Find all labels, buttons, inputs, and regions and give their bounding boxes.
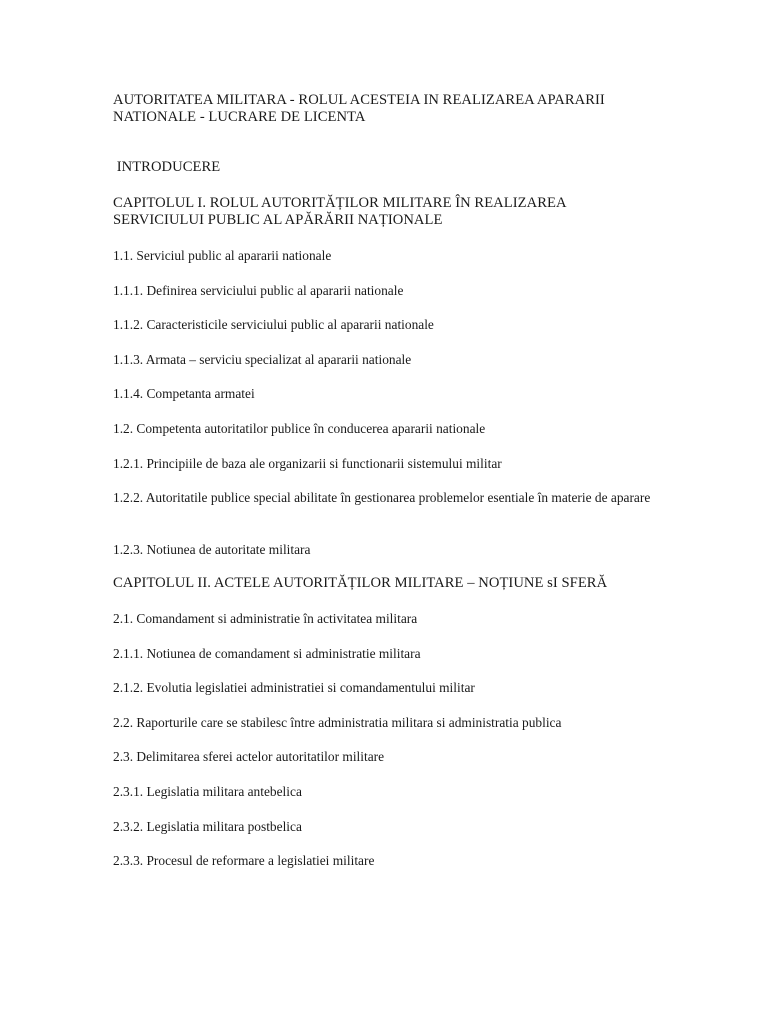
toc-entry: 2.1. Comandament si administratie în activitatea militara [113, 611, 418, 626]
toc-entry: 2.3.2. Legislatia militara postbelica [113, 819, 302, 834]
toc-entry: 2.2. Raporturile care se stabilesc între administratia militara si administratia publica [113, 715, 562, 730]
toc-entry: 1.1.3. Armata – serviciu specializat al apararii nationale [113, 352, 412, 367]
toc-entry: 2.3.3. Procesul de reformare a legislatiei militare [113, 853, 375, 868]
toc-entry: 2.1.1. Notiunea de comandament si administratie militara [113, 646, 421, 661]
chapter-heading: CAPITOLUL II. ACTELE AUTORITĂȚILOR MILITARE – NOȚIUNE sI SFERĂ [113, 575, 608, 591]
toc-entry: 1.2. Competenta autoritatilor publice în conducerea apararii nationale [113, 421, 486, 436]
toc-entry: 1.1. Serviciul public al apararii nationale [113, 248, 332, 263]
toc-entry: 2.3. Delimitarea sferei actelor autoritatilor militare [113, 749, 385, 764]
toc-entry: 1.1.4. Competanta armatei [113, 386, 255, 401]
toc-entry: 1.1.1. Definirea serviciului public al apararii nationale [113, 283, 404, 298]
toc-entry: 1.2.2. Autoritatile publice special abilitate în gestionarea problemelor esentiale în materie de aparare [113, 490, 651, 505]
document-title: AUTORITATEA MILITARA - ROLUL ACESTEIA IN REALIZAREA APARARII NATIONALE - LUCRARE DE LICENTA [113, 92, 605, 125]
chapter-heading: CAPITOLUL I. ROLUL AUTORITĂȚILOR MILITARE ÎN REALIZAREA SERVICIULUI PUBLIC AL APĂRĂRII NAȚIONALE [113, 195, 566, 228]
toc-entry: 1.2.1. Principiile de baza ale organizarii si functionarii sistemului militar [113, 456, 502, 471]
toc-entry: 1.2.3. Notiunea de autoritate militara [113, 542, 311, 557]
introduction-heading: INTRODUCERE [113, 159, 221, 175]
toc-entry: 2.1.2. Evolutia legislatiei administratiei si comandamentului militar [113, 680, 475, 695]
toc-entry: 2.3.1. Legislatia militara antebelica [113, 784, 302, 799]
toc-entry: 1.1.2. Caracteristicile serviciului public al apararii nationale [113, 317, 434, 332]
